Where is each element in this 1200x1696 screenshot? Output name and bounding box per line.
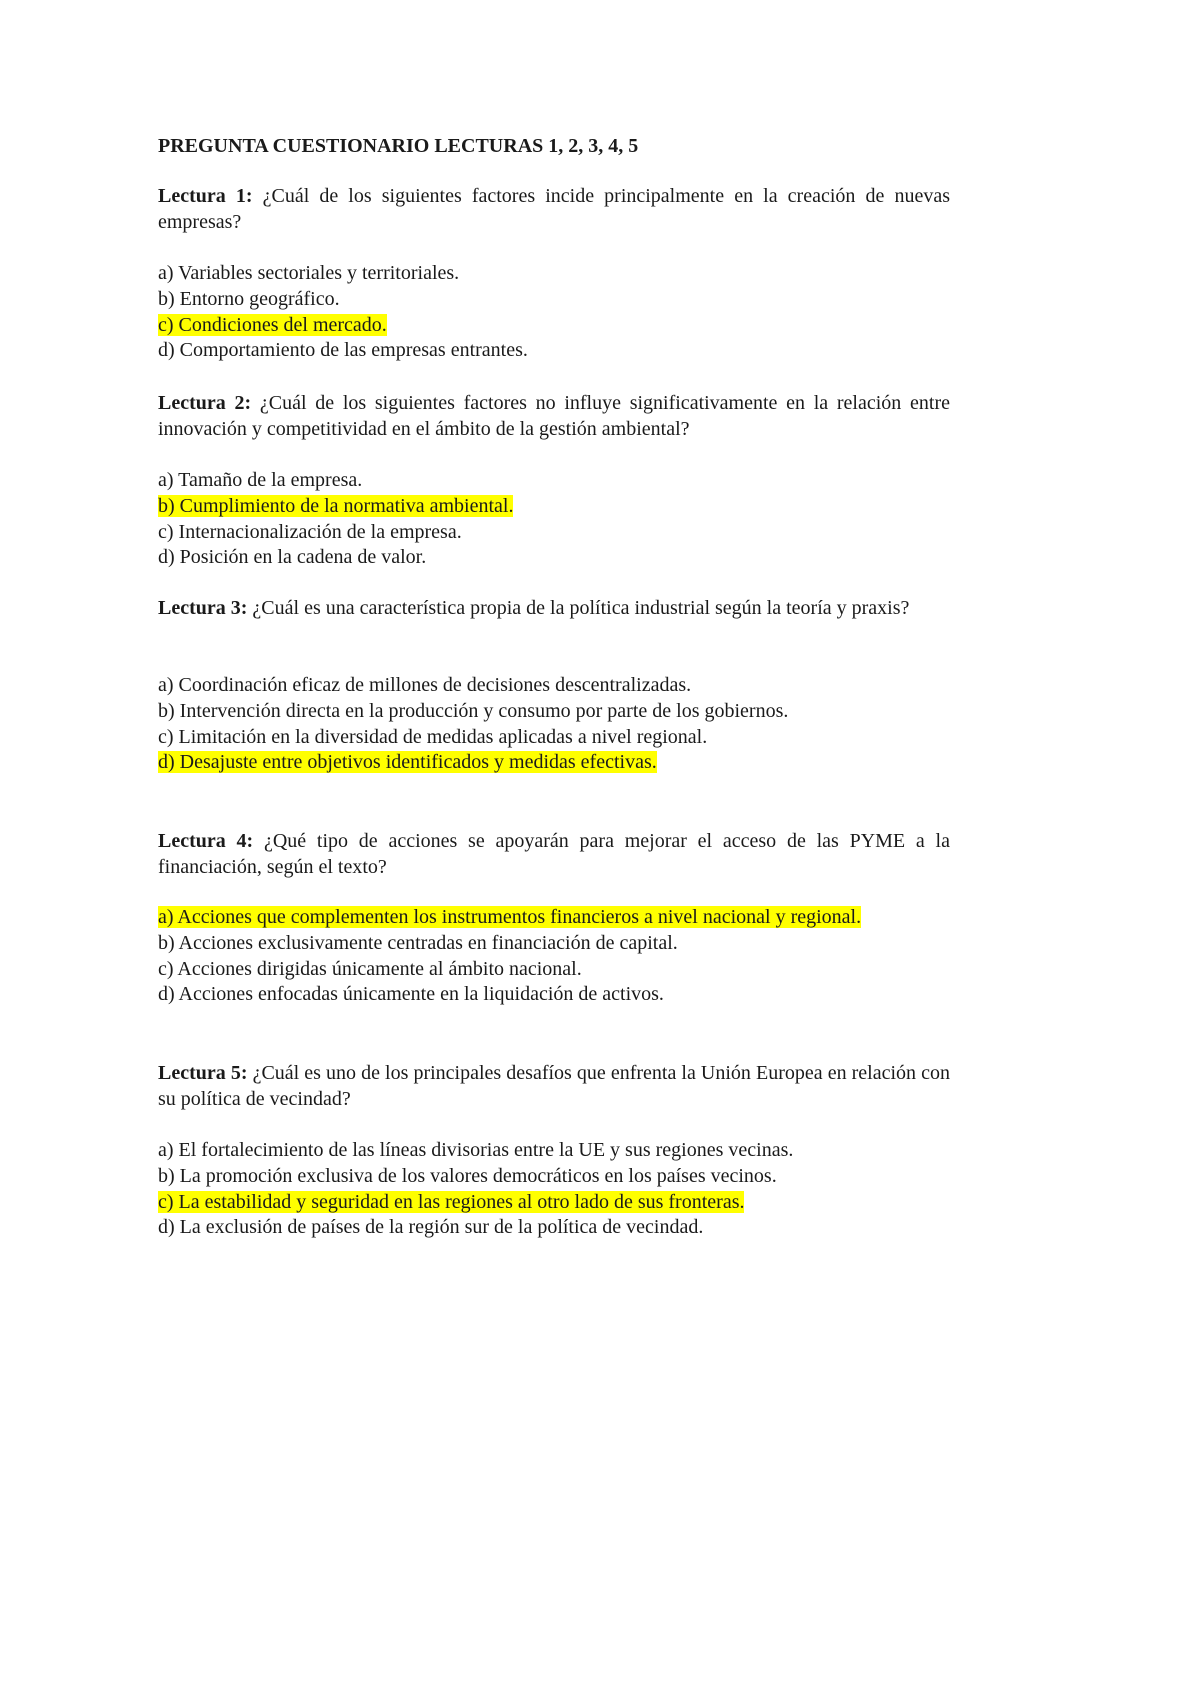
option-correct — [158, 313, 978, 339]
option — [158, 673, 978, 699]
option — [158, 725, 978, 751]
option — [158, 287, 978, 313]
question-text: ¿Cuál es una característica propia de la política industrial según la teoría y praxis? — [247, 597, 910, 619]
option — [158, 957, 978, 983]
document-title: PREGUNTA CUESTIONARIO LECTURAS 1, 2, 3, 4, 5 — [158, 135, 639, 157]
option — [158, 468, 978, 494]
options-list — [158, 468, 978, 571]
options-list — [158, 261, 978, 364]
question-label: Lectura 3: — [158, 597, 248, 619]
option-text: b) Intervención directa en la producción y consumo por parte de los gobiernos. — [158, 699, 789, 722]
question-2 — [158, 391, 950, 443]
option-text: a) Coordinación eficaz de millones de decisiones descentralizadas. — [158, 674, 692, 696]
option-text: c) Acciones dirigidas únicamente al ámbito nacional. — [158, 957, 582, 980]
question-label: Lectura 5: — [158, 1062, 248, 1084]
options-list — [158, 905, 978, 1008]
option — [158, 982, 978, 1008]
question-text: ¿Cuál de los siguientes factores incide principalmente en la creación de nuevas empresas? — [158, 185, 950, 233]
question-label: Lectura 4: — [158, 830, 254, 852]
question-3 — [158, 596, 950, 622]
option-correct — [158, 1190, 978, 1216]
question-label: Lectura 2: — [158, 392, 252, 414]
option-text: d) Comportamiento de las empresas entrantes. — [158, 339, 528, 362]
options-list — [158, 1138, 978, 1241]
question-label: Lectura 1: — [158, 185, 253, 207]
option-correct — [158, 905, 978, 931]
option-correct — [158, 494, 978, 520]
option — [158, 545, 978, 571]
question-text: ¿Cuál de los siguientes factores no influye significativamente en la relación entre innovación y competitividad en el ámbito de la gestión ambiental? — [158, 392, 950, 440]
option-text: a) Acciones que complementen los instrumentos financieros a nivel nacional y regional. — [158, 906, 862, 928]
option-text: c) La estabilidad y seguridad en las regiones al otro lado de sus fronteras. — [158, 1190, 745, 1213]
option-text: c) Internacionalización de la empresa. — [158, 520, 462, 543]
option-text: b) Cumplimiento de la normativa ambiental. — [158, 494, 514, 517]
question-text: ¿Qué tipo de acciones se apoyarán para mejorar el acceso de las PYME a la financiación, según el texto? — [158, 830, 950, 878]
option-text: a) El fortalecimiento de las líneas divisorias entre la UE y sus regiones vecinas. — [158, 1139, 794, 1161]
question-5 — [158, 1061, 950, 1113]
option-correct — [158, 750, 978, 776]
question-1 — [158, 184, 950, 236]
option-text: b) Entorno geográfico. — [158, 287, 340, 310]
option — [158, 520, 978, 546]
option — [158, 1164, 978, 1190]
option — [158, 261, 978, 287]
option-text: d) La exclusión de países de la región sur de la política de vecindad. — [158, 1216, 704, 1239]
question-text: ¿Cuál es uno de los principales desafíos que enfrenta la Unión Europea en relación con su política de vecindad? — [158, 1062, 950, 1110]
option — [158, 1138, 978, 1164]
option-text: d) Acciones enfocadas únicamente en la liquidación de activos. — [158, 983, 664, 1006]
option-text: a) Tamaño de la empresa. — [158, 469, 363, 491]
option — [158, 338, 978, 364]
option-text: d) Posición en la cadena de valor. — [158, 546, 427, 569]
option — [158, 1215, 978, 1241]
option — [158, 699, 978, 725]
option-text: c) Limitación en la diversidad de medidas aplicadas a nivel regional. — [158, 725, 708, 748]
question-4 — [158, 829, 950, 881]
option-text: a) Variables sectoriales y territoriales. — [158, 262, 460, 284]
option-text: d) Desajuste entre objetivos identificados y medidas efectivas. — [158, 751, 657, 774]
options-list — [158, 673, 978, 776]
option-text: b) La promoción exclusiva de los valores democráticos en los países vecinos. — [158, 1164, 777, 1187]
option — [158, 931, 978, 957]
option-text: c) Condiciones del mercado. — [158, 313, 387, 336]
option-text: b) Acciones exclusivamente centradas en financiación de capital. — [158, 931, 678, 954]
